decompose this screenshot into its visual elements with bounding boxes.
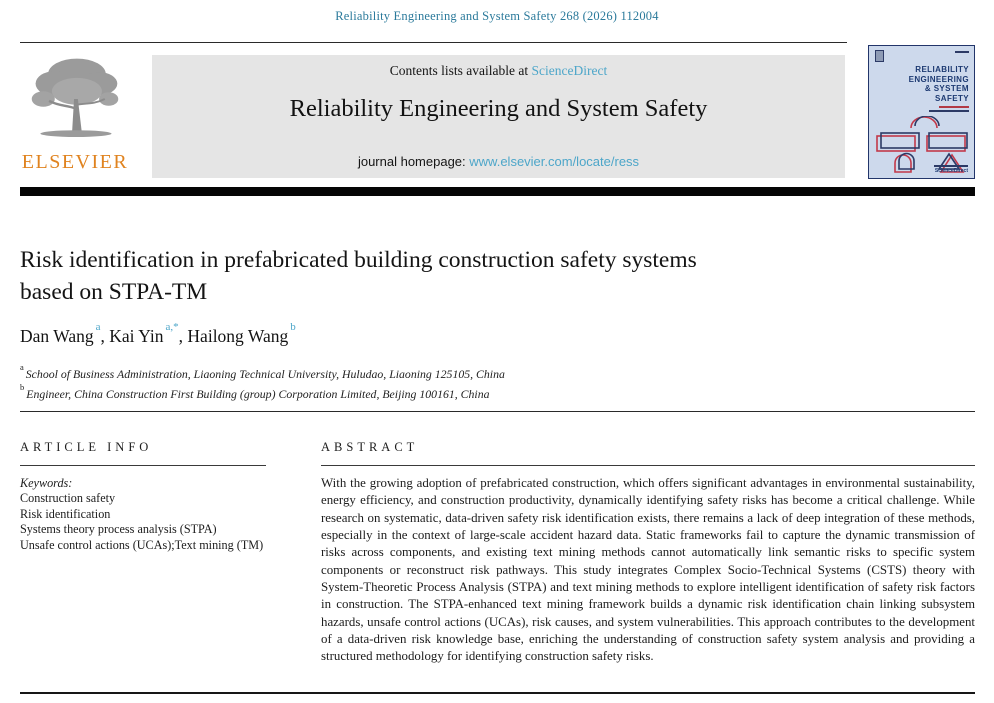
cover-brand-text: ScienceDirect (934, 168, 968, 174)
homepage-url-link[interactable]: www.elsevier.com/locate/ress (469, 154, 640, 169)
cover-title-line: ENGINEERING (908, 74, 969, 84)
article-title-line1: Risk identification in prefabricated building construction safety systems (20, 247, 697, 273)
affiliation-mark: a (20, 361, 24, 372)
cover-emblem-icon (875, 50, 884, 62)
keywords-label: Keywords: (20, 476, 73, 490)
cover-title-line: RELIABILITY (915, 65, 969, 74)
elsevier-tree-icon (20, 49, 130, 149)
keyword-item: Systems theory process analysis (STPA) (20, 522, 217, 537)
cover-volume-mark (955, 51, 969, 53)
header-black-bar (20, 187, 975, 196)
author-name: Dan Wang (20, 326, 94, 346)
cover-title-line: SAFETY (935, 93, 969, 103)
journal-header-banner (152, 55, 845, 178)
author-affiliation-mark[interactable]: a,* (165, 320, 179, 333)
contents-line (152, 63, 845, 79)
article-title (20, 245, 920, 308)
article-info-divider (20, 465, 266, 466)
journal-name: Reliability Engineering and System Safety (289, 95, 708, 122)
cover-editor-lines (874, 106, 969, 112)
keyword-item: Risk identification (20, 506, 111, 521)
abstract-heading: ABSTRACT (321, 440, 419, 454)
article-title-line2: based on STPA-TM (20, 278, 208, 305)
author-list (20, 320, 296, 347)
author-separator: , (178, 326, 188, 346)
author-affiliation-mark[interactable]: b (290, 320, 296, 333)
contents-prefix-text: Contents lists available at (389, 63, 532, 78)
affiliation-text: School of Business Administration, Liaoning Technical University, Huludao, Liaoning 125105, China (25, 366, 505, 381)
cover-journal-title (874, 65, 969, 103)
elsevier-logo[interactable] (18, 49, 132, 179)
homepage-line (152, 154, 845, 169)
author-name: Kai Yin (109, 326, 164, 346)
bottom-divider (20, 692, 975, 694)
affiliation-line (20, 382, 505, 402)
author-separator: , (100, 326, 110, 346)
top-divider (20, 42, 847, 43)
title-section-divider (20, 411, 975, 412)
abstract-text: With the growing adoption of prefabricated construction, which offers significant advantages in environmental sustainability, energy efficiency, and construction productivity, dynamically identifying safety risks has become a critical challenge. While research on systematic, data-driven safety risk identification exists, there remains a lack of deep integration of these methods, especially in the context of large-scale accident hazard data. Static frameworks fail to capture the dynamic transmission of risks across components, and existing text mining methods cannot automatically link semantic risks to specific system components or reconstruct risk pathways. This study integrates Complex Socio-Technical Systems (CSTS) theory with System-Theoretic Process Analysis (STPA) and text mining methods to explore intelligent identification of safety risk factors in construction. The STPA-enhanced text mining framework builds a dynamic risk identification chain linking subsystem hazards, unsafe control actions (UCAs), risk causes, and system vulnerabilities. This approach contributes to the development of a data-driven risk knowledge base, enriching the understanding of construction safety system analysis and providing a structured methodology for identifying construction safety risks. (321, 476, 975, 664)
affiliation-text: Engineer, China Construction First Building (group) Corporation Limited, Beijing 100161, China (26, 387, 490, 402)
abstract-divider (321, 465, 975, 466)
cover-title-line: & SYSTEM (924, 84, 969, 93)
cover-top-row (874, 50, 969, 64)
article-info-heading: ARTICLE INFO (20, 440, 153, 454)
affiliation-mark: b (20, 382, 25, 393)
journal-citation-link[interactable]: Reliability Engineering and System Safety 268 (2026) 112004 (335, 9, 659, 23)
sciencedirect-link[interactable]: ScienceDirect (531, 63, 608, 78)
author-affiliation-mark[interactable]: a (95, 320, 101, 333)
elsevier-wordmark: ELSEVIER (21, 151, 129, 173)
affiliation-line (20, 362, 505, 382)
keyword-item: Unsafe control actions (UCAs);Text mining (TM) (20, 537, 264, 552)
affiliation-list (20, 362, 505, 403)
keyword-item: Construction safety (20, 491, 116, 506)
journal-cover-thumbnail[interactable] (868, 45, 975, 179)
keywords-block (20, 476, 282, 553)
cover-brand-block (934, 165, 968, 174)
homepage-prefix-text: journal homepage: (357, 154, 470, 169)
author-name: Hailong Wang (187, 326, 289, 346)
